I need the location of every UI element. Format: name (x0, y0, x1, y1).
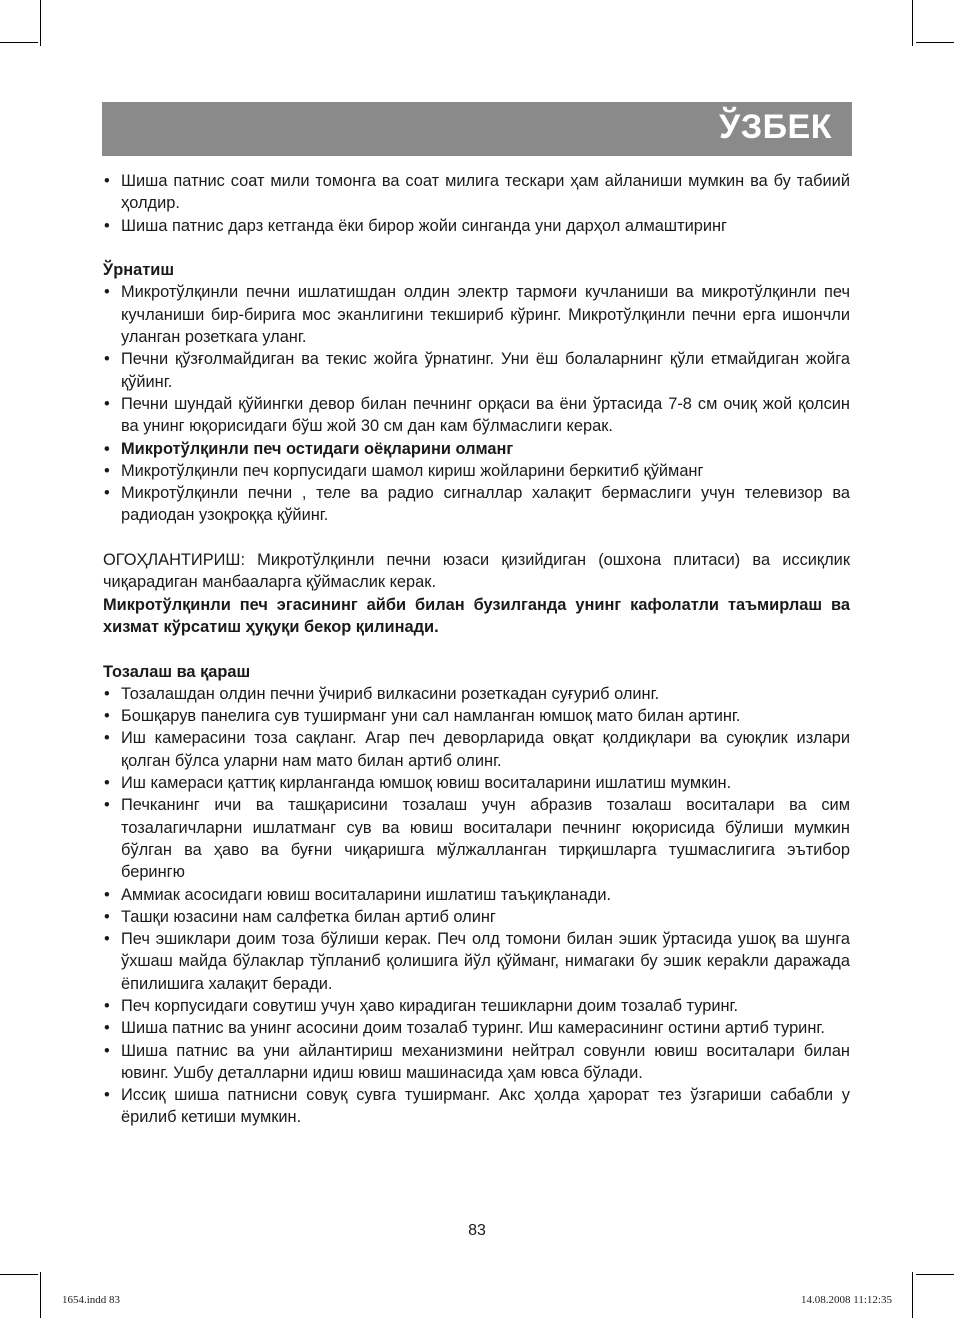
crop-mark (916, 1274, 954, 1275)
crop-mark (40, 0, 41, 46)
list-item: • Тозалашдан олдин печни ўчириб вилкасини розеткадан суғуриб олинг. (103, 683, 850, 705)
page-content (103, 170, 850, 1129)
warning-text: ОГОҲЛАНТИРИШ: Микротўлқинли печни юзаси қизийдиган (ошхона плитаси) ва иссиқлик чиқарадиган манбаaларга қўймаслик керак. (103, 551, 850, 592)
print-timestamp: 14.08.2008 11:12:35 (801, 1294, 892, 1306)
crop-mark (0, 1274, 38, 1275)
cleaning-list (103, 683, 850, 1129)
list-item: • Печканинг ичи ва ташқарисини тозалаш учун абразив тозалаш воситалари ва сим тозалагичларни ишлатманг сув ва ювиш воситалари печнинг юқорисида бўлиши мумкин бўлган ва ҳаво ва буғни чиқаришга мўлжалланган тирқишларга тушмаслигига эътибор берингю (103, 794, 850, 883)
section-heading-install: Ўрнатиш (103, 261, 174, 280)
intro-list (103, 170, 850, 237)
list-item: • Ташқи юзасини нам салфетка билан артиб олинг (103, 906, 850, 928)
list-item: • Микротўлқинли печни ишлатишдан олдин электр тармоғи кучланиши ва микротўлқинли печ кучланиши бир-бирига мос эканлигини текшириб кўринг. Микротўлқинли печни ерга ишончли уланган розеткага уланг. (103, 281, 850, 348)
list-item: • Микротўлқинли печ остидаги оёқларини олманг (103, 438, 850, 460)
list-item: • Печ корпусидаги совутиш учун ҳаво кирадиган тешикларни доим тозалаб туринг. (103, 995, 850, 1017)
section-heading-cleaning: Тозалаш ва қараш (103, 662, 251, 681)
list-item: • Иш камераси қаттиқ кирланганда юмшоқ ювиш воситаларини ишлатиш мумкин. (103, 772, 850, 794)
list-item: • Шиша патнис соат мили томонга ва соат милига тескари ҳам айланиши мумкин ва бу табиий ҳолдир. (103, 170, 850, 215)
crop-mark (40, 1272, 41, 1318)
crop-mark (916, 42, 954, 43)
list-item: • Иш камерасини тоза сақланг. Агар печ деворларида овқат қолдиқлари ва суюқлик излари қолган бўлса уларни нам мато билан артиб олинг. (103, 727, 850, 772)
install-list (103, 281, 850, 526)
language-header-bar (102, 102, 852, 156)
list-item: • Шиша патнис дарз кетганда ёки бирор жойи синганда уни дарҳол алмаштиринг (103, 215, 850, 237)
list-item: • Иссиқ шиша патнисни совуқ сувга туширманг. Акс ҳолда ҳарорат тез ўзгариши сабабли у ёрилиб кетиши мумкин. (103, 1084, 850, 1129)
crop-mark (0, 42, 38, 43)
list-item: • Печни шундай қўйингки девор билан печнинг орқаси ва ёни ўртасида 7-8 см очиқ жой қолсин ва унинг юқорисидаги бўш жой 30 см дан кам бўлмаслиги керак. (103, 393, 850, 438)
crop-mark (912, 0, 913, 46)
language-title: ЎЗБЕК (719, 108, 832, 146)
list-item: • Микротўлқинли печ корпусидаги шамол кириш жойларини беркитиб қўйманг (103, 460, 850, 482)
list-item: • Шиша патнис ва уни айлантириш механизмини нейтрал совунли ювиш воситалари билан ювинг. Ушбу деталларни идиш ювиш машинасида ҳам ювса бўлади. (103, 1040, 850, 1085)
print-file-info: 1654.indd 83 (62, 1294, 121, 1306)
list-item: • Печни қўзғолмайдиган ва текис жойга ўрнатинг. Уни ёш болаларнинг қўли етмайдиган жойга қўйинг. (103, 348, 850, 393)
list-item: • Аммиак асосидаги ювиш воситаларини ишлатиш таъқиқланади. (103, 884, 850, 906)
page-number: 83 (468, 1222, 486, 1239)
list-item: • Печ эшиклари доим тоза бўлиши керак. Печ олд томони билан эшик ўртасида ушоқ ва шунга ўхшаш майда бўлаклар тўпланиб қолишига йўл қўйманг, нимагаки бу эшик кераkли даражада ёпилишига халақит беради. (103, 928, 850, 995)
crop-mark (912, 1272, 913, 1318)
list-item: • Микротўлқинли печни , теле ва радио сигналлар халақит бермаслиги учун телевизор ва радиодан узоқроққа қўйинг. (103, 482, 850, 527)
list-item: • Бошқарув панелига сув туширманг уни сал намланган юмшоқ мато билан артинг. (103, 705, 850, 727)
list-item: • Шиша патнис ва унинг асосини доим тозалаб туринг. Иш камерасининг остини артиб туринг. (103, 1017, 850, 1039)
warranty-warning: Микротўлқинли печ эгасининг айби билан бузилганда унинг кафолатли таъмирлаш ва хизмат кўрсатиш ҳуқуқи бекор қилинади. (103, 595, 850, 636)
